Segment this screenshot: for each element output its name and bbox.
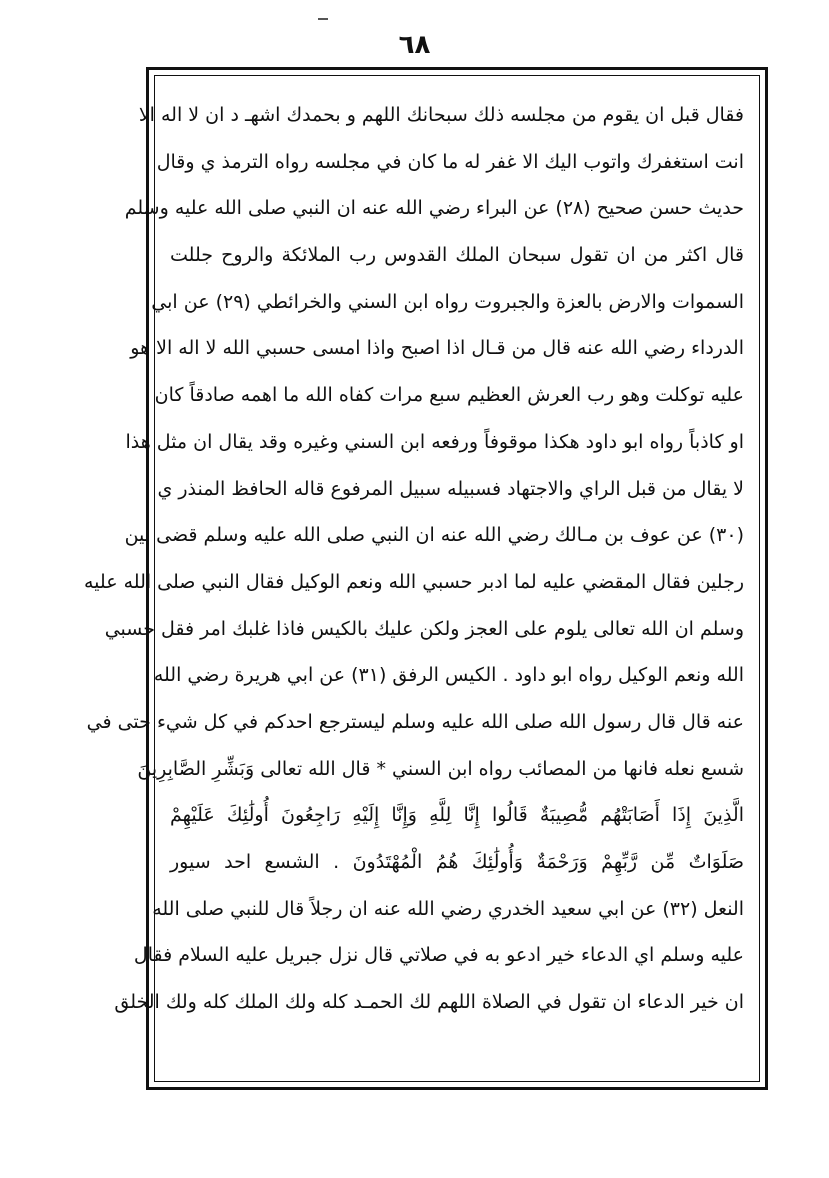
text-line-10: (٣٠) عن عوف بن مـالك رضي الله عنه ان النبي صلى الله عليه وسلم قضى بين (124, 524, 744, 547)
text-line-7: عليه توكلت وهو رب العرش العظيم سبع مرات كفاه الله ما اهمه صادقاً كان (154, 384, 744, 407)
quran-verse-line-1: الَّذِينَ إِذَا أَصَابَتْهُم مُّصِيبَةٌ قَالُوا إِنَّا لِلَّهِ وَإِنَّا إِلَيْهِ رَاجِعُونَ أُولَٰئِكَ عَلَيْهِمْ (170, 804, 744, 827)
text-line-3: حديث حسن صحيح (٢٨) عن البراء رضي الله عنه ان النبي صلى الله عليه وسلم (124, 197, 744, 220)
text-line-9: لا يقال من قبل الراي والاجتهاد فسبيله سبيل المرفوع قاله الحافظ المنذر ي (157, 477, 744, 500)
text-line-13: الله ونعم الوكيل رواه ابو داود . الكيس الرفق (٣١) عن ابي هريرة رضي الله (153, 664, 744, 687)
top-mark (318, 18, 328, 20)
text-line-5: السموات والارض بالعزة والجبروت رواه ابن السني والخرائطي (٢٩) عن ابي (151, 290, 744, 313)
text-line-2: انت استغفرك واتوب اليك الا غفر له ما كان في مجلسه رواه الترمذ ي وقال (156, 150, 744, 173)
text-line-4: قال اكثر من ان تقول سبحان الملك القدوس رب الملائكة والروح جللت (170, 244, 744, 267)
text-line-19: عليه وسلم اي الدعاء خير ادعو به في صلاتي قال نزل جبريل عليه السلام فقال (133, 944, 744, 967)
text-line-8: او كاذباً رواه ابو داود هكذا موقوفاً ورفعه ابن السني وغيره وقد يقال ان مثل هذا (125, 430, 744, 453)
text-line-18: النعل (٣٢) عن ابي سعيد الخدري رضي الله عنه ان رجلاً قال للنبي صلى الله (152, 897, 744, 920)
text-line-6: الدرداء رضي الله عنه قال من قـال اذا اصبح واذا امسى حسبي الله لا اله الا هو (130, 337, 744, 360)
quran-verse-line-2: صَلَوَاتٌ مِّن رَّبِّهِمْ وَرَحْمَةٌ وَأُولَٰئِكَ هُمُ الْمُهْتَدُونَ . الشسع احد سيور (170, 851, 744, 873)
page-number: ٦٨ (398, 30, 431, 60)
text-line-20: ان خير الدعاء ان تقول في الصلاة اللهم لك الحمـد كله ولك الملك كله ولك الخلق (114, 991, 744, 1014)
text-line-11: رجلين فقال المقضي عليه لما ادبر حسبي الله ونعم الوكيل فقال النبي صلى الله عليه (84, 570, 744, 593)
text-line-15: شسع نعله فانها من المصائب رواه ابن السني * قال الله تعالى وَبَشِّرِ الصَّابِرِينَ (137, 757, 744, 780)
text-line-12: وسلم ان الله تعالى يلوم على العجز ولكن عليك بالكيس فاذا غلبك امر فقل حسبي (104, 617, 744, 640)
text-line-14: عنه قال قال رسول الله صلى الله عليه وسلم ليسترجع احدكم في كل شيء حتى في (86, 710, 744, 733)
body-text (84, 92, 744, 1026)
text-line-1: فقال قبل ان يقوم من مجلسه ذلك سبحانك اللهم و بحمدك اشهـ د ان لا اله الا (138, 104, 744, 126)
